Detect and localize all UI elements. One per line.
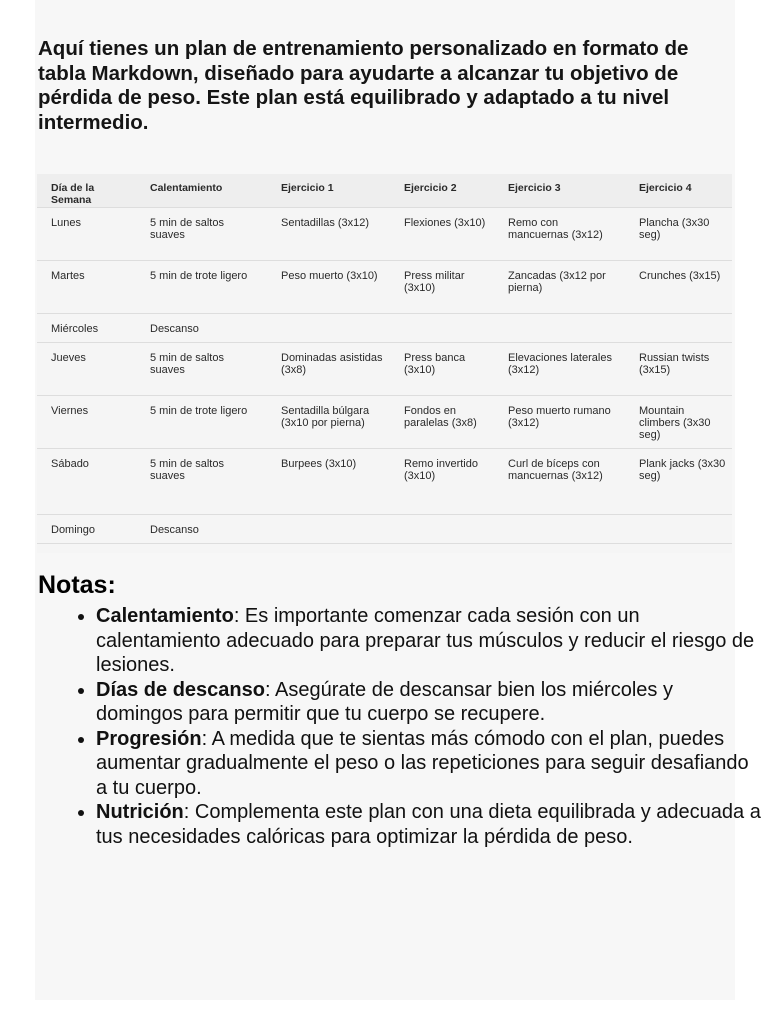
table-cell: Remo con mancuernas (3x12) bbox=[494, 207, 625, 260]
list-item bbox=[96, 678, 761, 727]
table-cell: Mountain climbers (3x30 seg) bbox=[625, 395, 732, 448]
note-text: : Complementa este plan con una dieta equilibrada y adecuada a tus necesidades calóricas para optimizar la pérdida de peso. bbox=[96, 801, 761, 848]
table-cell: 5 min de saltos suaves bbox=[136, 207, 267, 260]
table-row bbox=[37, 342, 732, 395]
table-cell bbox=[390, 514, 494, 543]
intro-paragraph: Aquí tienes un plan de entrenamiento personalizado en formato de tabla Markdown, diseñado para ayudarte a alcanzar tu objetivo de pérdida de peso. Este plan está equilibrado y adaptado a tu nivel intermedio. bbox=[38, 37, 689, 134]
table-row bbox=[37, 395, 732, 448]
list-item bbox=[96, 800, 761, 849]
table-cell: Curl de bíceps con mancuernas (3x12) bbox=[494, 448, 625, 514]
list-item bbox=[96, 604, 761, 678]
table-cell: Press banca (3x10) bbox=[390, 342, 494, 395]
table-cell-day: Viernes bbox=[37, 395, 136, 448]
header-day: Día de la Semana bbox=[37, 174, 136, 207]
table-cell bbox=[390, 313, 494, 342]
table-cell: Remo invertido (3x10) bbox=[390, 448, 494, 514]
table-cell bbox=[267, 514, 390, 543]
note-term: Progresión bbox=[96, 727, 202, 750]
table-cell bbox=[625, 514, 732, 543]
note-text: : Es importante comenzar cada sesión con un calentamiento adecuado para preparar tus músculos y reducir el riesgo de lesiones. bbox=[96, 605, 755, 676]
header-exercise-3: Ejercicio 3 bbox=[494, 174, 625, 207]
header-exercise-4: Ejercicio 4 bbox=[625, 174, 732, 207]
table-cell: Zancadas (3x12 por pierna) bbox=[494, 260, 625, 313]
table-cell bbox=[494, 313, 625, 342]
notes-list bbox=[60, 604, 761, 849]
table-cell bbox=[494, 514, 625, 543]
table-cell-day: Domingo bbox=[37, 514, 136, 543]
table-row bbox=[37, 313, 732, 342]
table-row bbox=[37, 448, 732, 514]
training-plan-table bbox=[37, 174, 732, 544]
table-cell-day: Lunes bbox=[37, 207, 136, 260]
table-cell: 5 min de saltos suaves bbox=[136, 342, 267, 395]
notes-heading: Notas: bbox=[38, 571, 116, 599]
table-cell: Descanso bbox=[136, 514, 267, 543]
table-cell bbox=[625, 313, 732, 342]
table-cell: Plancha (3x30 seg) bbox=[625, 207, 732, 260]
table-cell-day: Martes bbox=[37, 260, 136, 313]
note-text: : Asegúrate de descansar bien los miércoles y domingos para permitir que tu cuerpo se recupere. bbox=[96, 678, 673, 725]
table-cell: Elevaciones laterales (3x12) bbox=[494, 342, 625, 395]
table-header-row bbox=[37, 174, 732, 207]
table-row bbox=[37, 514, 732, 543]
table-cell: 5 min de trote ligero bbox=[136, 260, 267, 313]
table-cell: Press militar (3x10) bbox=[390, 260, 494, 313]
table-cell: Peso muerto (3x10) bbox=[267, 260, 390, 313]
table-cell: Sentadilla búlgara (3x10 por pierna) bbox=[267, 395, 390, 448]
table-cell: 5 min de saltos suaves bbox=[136, 448, 267, 514]
note-term: Días de descanso bbox=[96, 678, 265, 701]
table-cell: Descanso bbox=[136, 313, 267, 342]
header-exercise-2: Ejercicio 2 bbox=[390, 174, 494, 207]
table-cell bbox=[267, 313, 390, 342]
table-cell: Russian twists (3x15) bbox=[625, 342, 732, 395]
table-cell-day: Miércoles bbox=[37, 313, 136, 342]
header-exercise-1: Ejercicio 1 bbox=[267, 174, 390, 207]
note-term: Nutrición bbox=[96, 801, 184, 823]
table-cell: Fondos en paralelas (3x8) bbox=[390, 395, 494, 448]
table-cell: Dominadas asistidas (3x8) bbox=[267, 342, 390, 395]
table-cell: Sentadillas (3x12) bbox=[267, 207, 390, 260]
table-cell: Crunches (3x15) bbox=[625, 260, 732, 313]
training-plan-table-container bbox=[37, 174, 732, 553]
table-cell: Flexiones (3x10) bbox=[390, 207, 494, 260]
table-cell-day: Sábado bbox=[37, 448, 136, 514]
note-term: Calentamiento bbox=[96, 605, 234, 627]
table-cell: Peso muerto rumano (3x12) bbox=[494, 395, 625, 448]
table-cell: Plank jacks (3x30 seg) bbox=[625, 448, 732, 514]
table-row bbox=[37, 260, 732, 313]
header-warmup: Calentamiento bbox=[136, 174, 267, 207]
table-cell: 5 min de trote ligero bbox=[136, 395, 267, 448]
list-item bbox=[96, 727, 761, 801]
table-cell: Burpees (3x10) bbox=[267, 448, 390, 514]
table-row bbox=[37, 207, 732, 260]
table-cell-day: Jueves bbox=[37, 342, 136, 395]
note-text: : A medida que te sientas más cómodo con el plan, puedes aumentar gradualmente el peso o las repeticiones para seguir desafiando a tu cuerpo. bbox=[96, 727, 749, 799]
